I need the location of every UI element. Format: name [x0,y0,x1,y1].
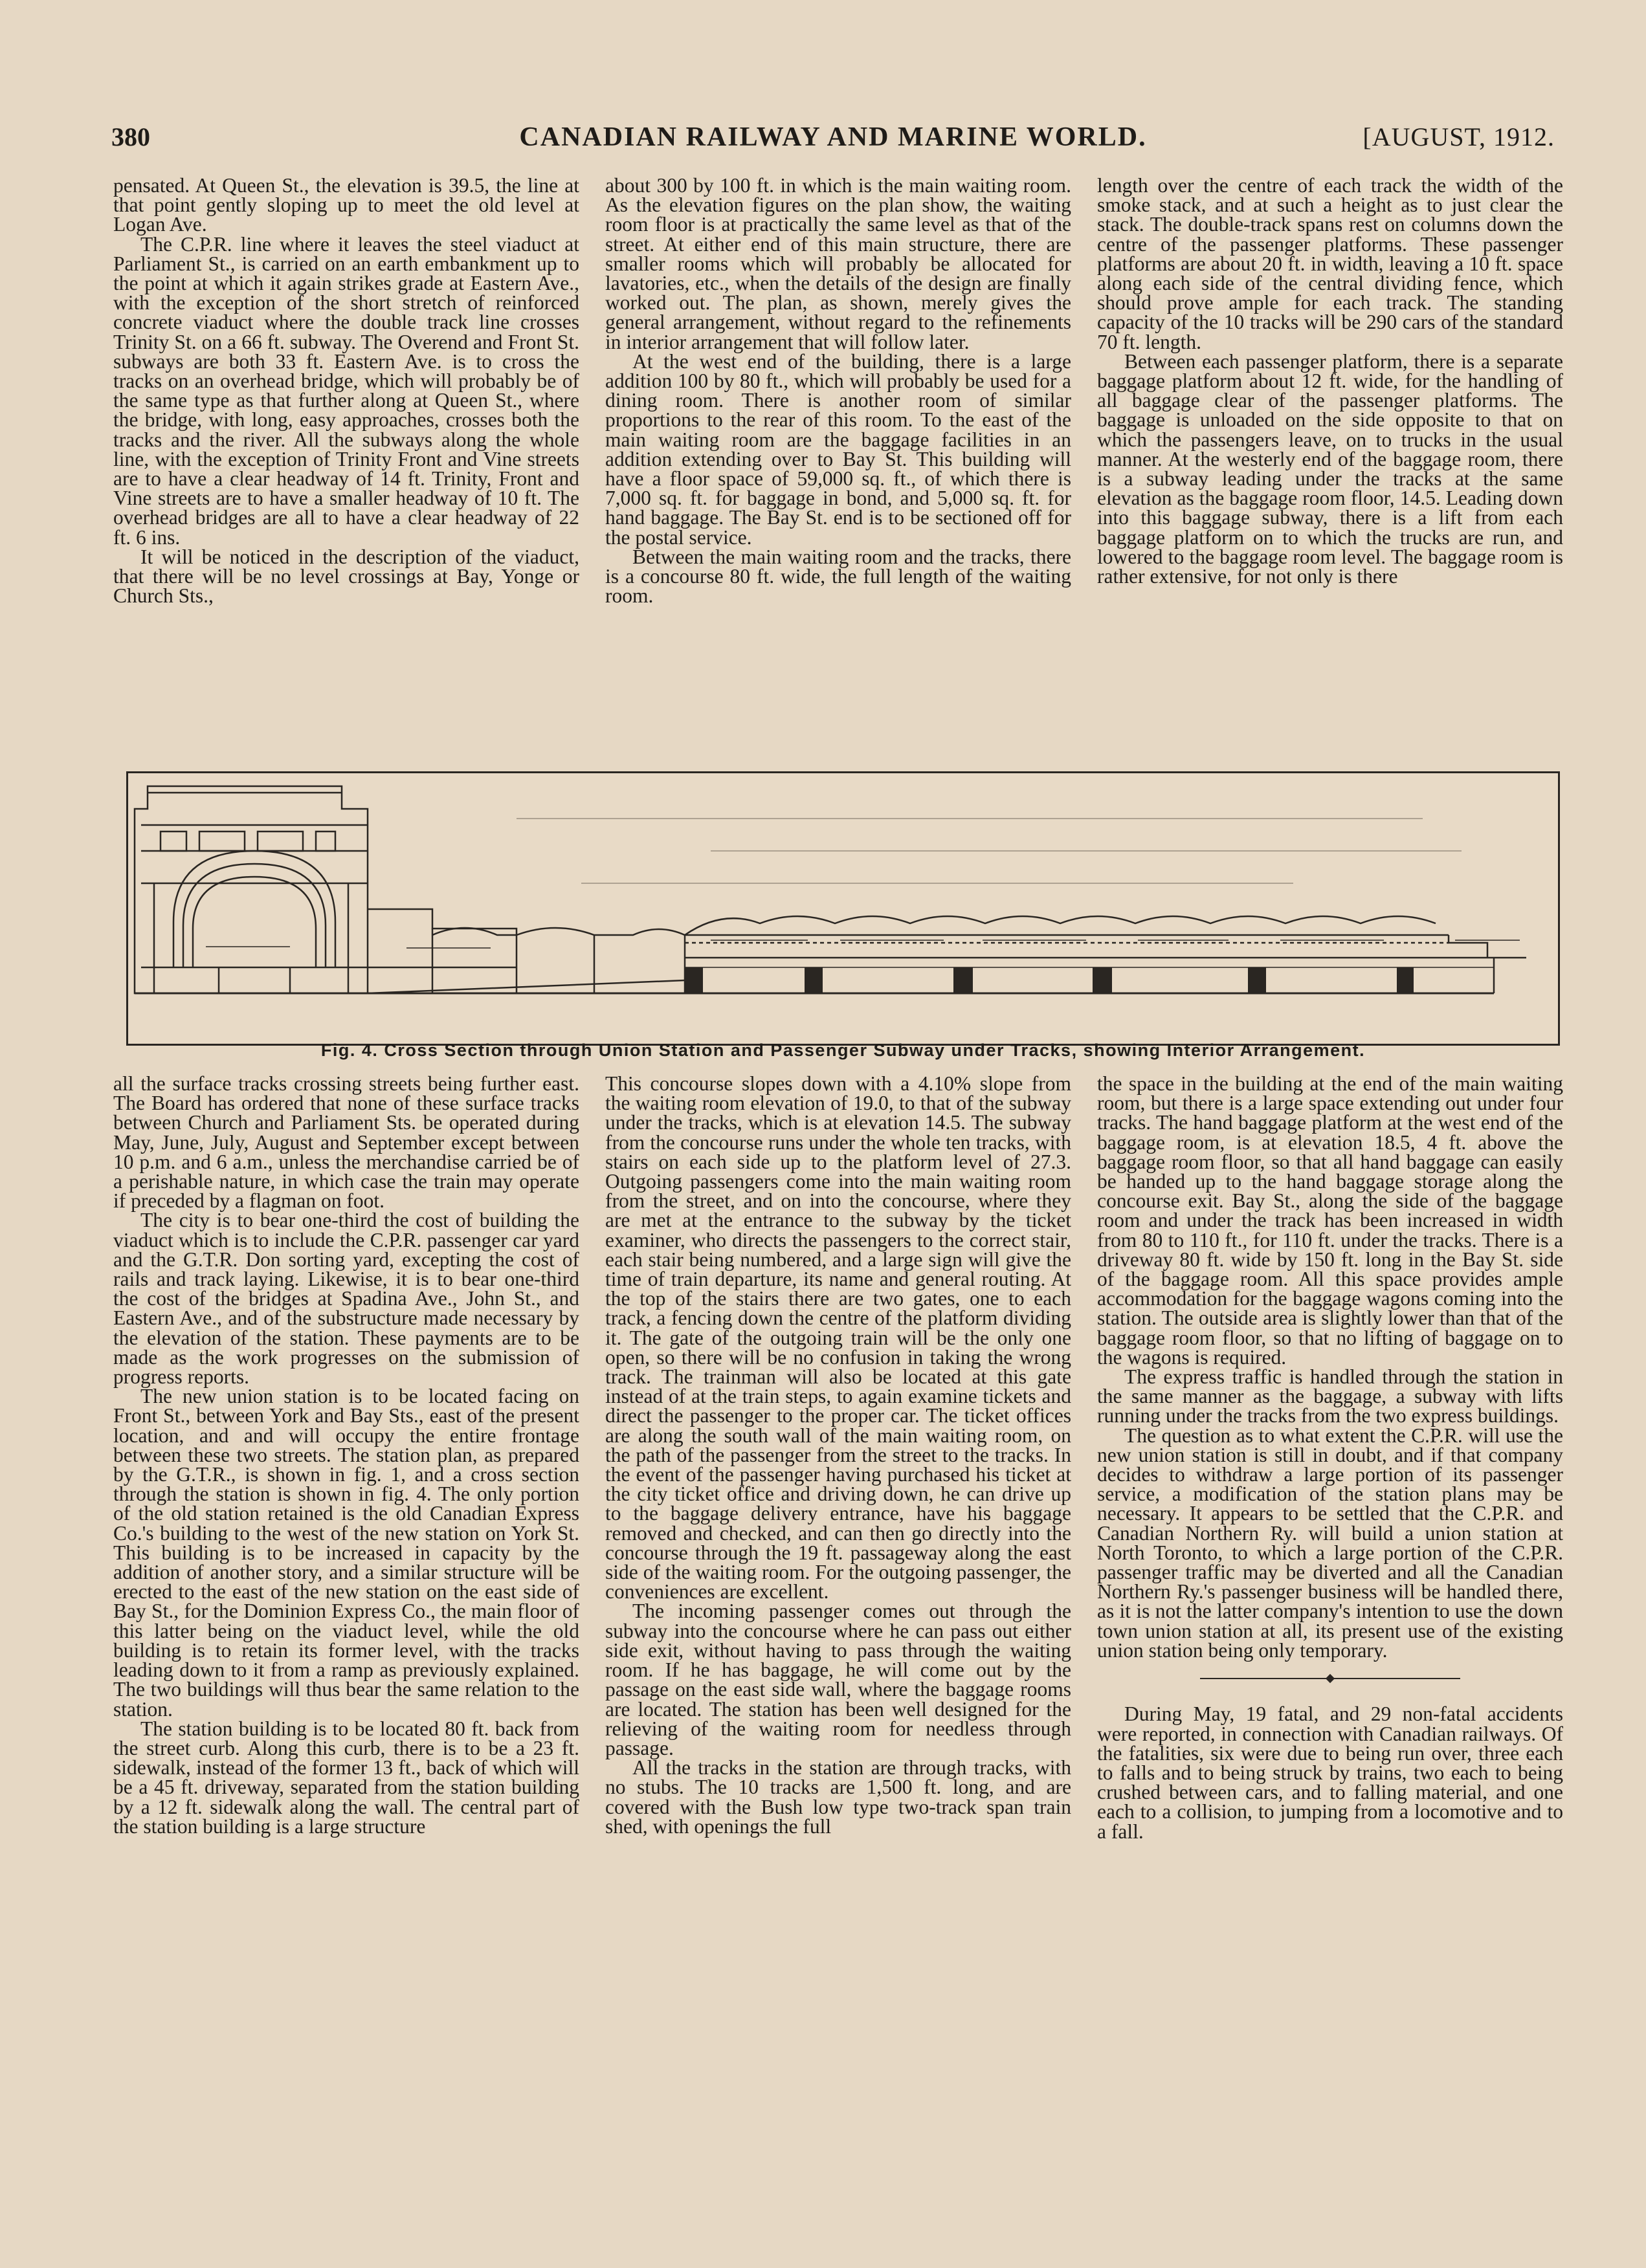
issue-date: [AUGUST, 1912. [1362,122,1555,151]
paragraph: The C.P.R. line where it leaves the steel viaduct at Parliament St., is carried on an earth embankment up to the point at which it again strikes grade at Eastern Ave., with the exception of the short stretch of reinforced concrete viaduct where the double track line crosses Trinity St. on a 66 ft. subway. The Overend and Front St. subways are both 33 ft. Eastern Ave. is to cross the tracks on an overhead bridge, which will probably be of the same type as that further along at Queen St., where the bridge, with long, easy approaches, crosses both the tracks and the river. All the subways along the whole line, with the exception of Trinity Front and Vine streets are to have a clear headway of 14 ft. Trinity, Front and Vine streets are to have a smaller headway of 10 ft. The overhead bridges are all to have a clear headway of 22 ft. 6 ins. [113,232,579,549]
column-top-middle [605,176,1071,745]
page-number: 380 [111,122,150,151]
paragraph: The express traffic is handled through the station in the same manner as the baggage, a subway with lifts running under the tracks from the two express buildings. [1097,1365,1563,1427]
paragraph: about 300 by 100 ft. in which is the main waiting room. As the elevation figures on the plan show, the waiting room floor is at practically the same level as that of the street. At either end of this main structure, there are smaller rooms which will probably be allocated for lavatories, etc., when the details of the design are finally worked out. The plan, as shown, merely gives the general arrangement, without regard to the refinements in interior arrangement that will follow later. [605,176,1071,353]
column-bottom-middle [605,1074,1071,2152]
page-header [111,122,1555,160]
paragraph: the space in the building at the end of the main waiting room, but there is a large space extending out under four tracks. The hand baggage platform at the west end of the baggage room, is at elevation 18.5, 4 ft. above the baggage room floor, so that all hand baggage can easily be handed up to the hand baggage storage along the concourse exit. Bay St., along the side of the baggage room and under the track has been increased in width from 80 to 110 ft., for 110 ft. under the tracks. There is a driveway 80 ft. wide by 150 ft. long in the Bay St. side of the baggage room. All this space provides ample accommodation for the baggage wagons coming into the station. The outside area is slightly lower than that of the baggage room floor, so that no lifting of baggage on to the wagons is required. [1097,1074,1563,1369]
section-divider [1097,1667,1563,1686]
paragraph: It will be noticed in the description of the viaduct, that there will be no level crossings at Bay, Yonge or Church Sts., [113,545,579,608]
paragraph: At the west end of the building, there is a large addition 100 by 80 ft., which will probably be used for a dining room. There is another room of similar proportions to the rear of this room. To the east of the main waiting room are the baggage facilities in an addition extending over to Bay St. This building will have a floor space of 59,000 sq. ft., of which there is 7,000 sq. ft. for baggage in bond, and 5,000 sq. ft. for hand baggage. The Bay St. end is to be sectioned off for the postal service. [605,349,1071,549]
paragraph: All the tracks in the station are through tracks, with no stubs. The 10 tracks are 1,500 ft. long, and are covered with the Bush low type two-track span train shed, with openings the full [605,1756,1071,1838]
column-top-right [1097,176,1563,745]
paragraph: During May, 19 fatal, and 29 non-fatal accidents were reported, in connection with Canadian railways. Of the fatalities, six were due to being run over, three each to falls and to being struck by trains, two each to being crushed between cars, and to falling material, and one each to a collision, to jumping from a locomotive and to a fall. [1097,1702,1563,1843]
paragraph: The incoming passenger comes out through the subway into the concourse where he can pass out either side exit, without having to pass through the waiting room. If he has baggage, he will come out by the passage on the east side wall, where the baggage rooms are located. The station has been well designed for the relieving of the waiting room for needless through passage. [605,1600,1071,1759]
figure-caption: Fig. 4. Cross Section through Union Station and Passenger Subway under Tracks, showing Interior Arrangement. [320,1040,1366,1060]
concourse-section [368,909,685,993]
cross-section-drawing [128,773,1558,1044]
column-top-left [113,176,579,745]
paragraph: pensated. At Queen St., the elevation is 39.5, the line at that point gently sloping up to meet the old level at Logan Ave. [113,176,579,236]
paragraph: The city is to bear one-third the cost of building the viaduct which is to include the C.P.R. passenger car yard and the G.T.R. Don sorting yard, excepting the cost of rails and track laying. Likewise, it is to bear one-third the cost of the bridges at Spadina Ave., John St., and Eastern Ave., and of the substructure made necessary by the elevation of the station. These payments are to be made as the work progresses on the submission of progress reports. [113,1209,579,1389]
paragraph: The question as to what extent the C.P.R. will use the new union station is still in doubt, and if that company decides to withdraw a large portion of its passenger service, a modification of the station plans may be necessary. It appears to be settled that the C.P.R. and Canadian Northern Ry. will build a union station at North Toronto, to which a large portion of the C.P.R. passenger traffic may be diverted and all the Canadian Northern Ry.'s passenger business will be handled there, as it is not the latter company's intention to use the down town union station at all, its present use of the existing union station being only temporary. [1097,1424,1563,1662]
cross-section-figure [126,771,1560,1046]
column-bottom-right [1097,1074,1563,2152]
paragraph: The station building is to be located 80 ft. back from the street curb. Along this curb, there is to be a 23 ft. sidewalk, instead of the former 13 ft., back of which will be a 45 ft. driveway, separated from the station building by a 12 ft. sidewalk along the wall. The central part of the station building is a large structure [113,1717,579,1838]
paragraph: all the surface tracks crossing streets being further east. The Board has ordered that none of these surface tracks between Church and Parliament Sts. be operated during May, June, July, August and September except between 10 p.m. and 6 a.m., unless the merchandise carried be of a perishable nature, in which case the train may operate if preceded by a flagman on foot. [113,1074,579,1213]
dimension-ticks [206,940,1520,948]
paragraph: This concourse slopes down with a 4.10% slope from the waiting room elevation of 19.0, to that of the subway under the tracks, which is at elevation 14.5. The subway from the concourse runs under the whole ten tracks, with stairs on each side up to the platform level of 27.3. Outgoing passengers come into the main waiting room from the street, and on into the concourse, where they are met at the entrance to the subway by the ticket examiner, who directs the passengers to the correct stair, each stair being numbered, and a large sign will give the time of train departure, its name and general routing. At the top of the stairs there are two gates, one to each track, a fencing down the centre of the platform dividing it. The gate of the outgoing train will be the only one open, so there will be no confusion in taking the wrong track. The trainman will also be located at this gate instead of at the train steps, to again examine tickets and direct the passenger to the proper car. The ticket offices are along the south wall of the main waiting room, on the path of the passenger from the street to the tracks. In the event of the passenger having purchased his ticket at the city ticket office and driving down, he can drive up to the baggage delivery entrance, have his baggage removed and checked, and can then go directly into the concourse through the 19 ft. passageway along the east side of the waiting room. For the outgoing passenger, the conveniences are excellent. [605,1074,1071,1603]
publication-title: CANADIAN RAILWAY AND MARINE WORLD. [519,122,1147,152]
paragraph: length over the centre of each track the width of the smoke stack, and at such a height as to just clear the stack. The double-track spans rest on columns down the centre of the passenger platforms. These passenger platforms are about 20 ft. in width, leaving a 10 ft. space along each side of the central dividing fence, which should prove ample for each track. The standing capacity of the 10 tracks will be 290 cars of the standard 70 ft. length. [1097,176,1563,353]
bleed-through-lines [517,819,1462,883]
paragraph: The new union station is to be located facing on Front St., between York and Bay Sts., east of the present location, and and will occupy the entire frontage between these two streets. The station plan, as prepared by the G.T.R., is shown in fig. 1, and a cross section through the station is shown in fig. 4. The only portion of the old station retained is the old Canadian Express Co.'s building to the west of the new station on York St. This building is to be increased in capacity by the addition of another story, and a similar structure will be erected to the east of the new station on the east side of Bay St., for the Dominion Express Co., the main floor of this latter being on the viaduct level, while the old building is to retain its former level, with the tracks leading down to it from a ramp as previously explained. The two buildings will thus bear the same relation to the station. [113,1385,579,1721]
station-building [135,786,368,993]
column-bottom-left [113,1074,579,2152]
paragraph: Between the main waiting room and the tracks, there is a concourse 80 ft. wide, the full length of the waiting room. [605,545,1071,608]
platform-piers [685,967,1414,993]
paragraph: Between each passenger platform, there is a separate baggage platform about 12 ft. wide, for the handling of all baggage clear of the passenger platforms. The baggage is unloaded on the side opposite to that on which the passengers leave, on to trucks in the usual manner. At the westerly end of the baggage room, there is a subway leading under the tracks at the same elevation as the baggage room floor, 14.5. Leading down into this baggage subway, there is a lift from each baggage platform on to which the trucks are run, and lowered to the baggage room level. The baggage room is rather extensive, for not only is there [1097,349,1563,588]
